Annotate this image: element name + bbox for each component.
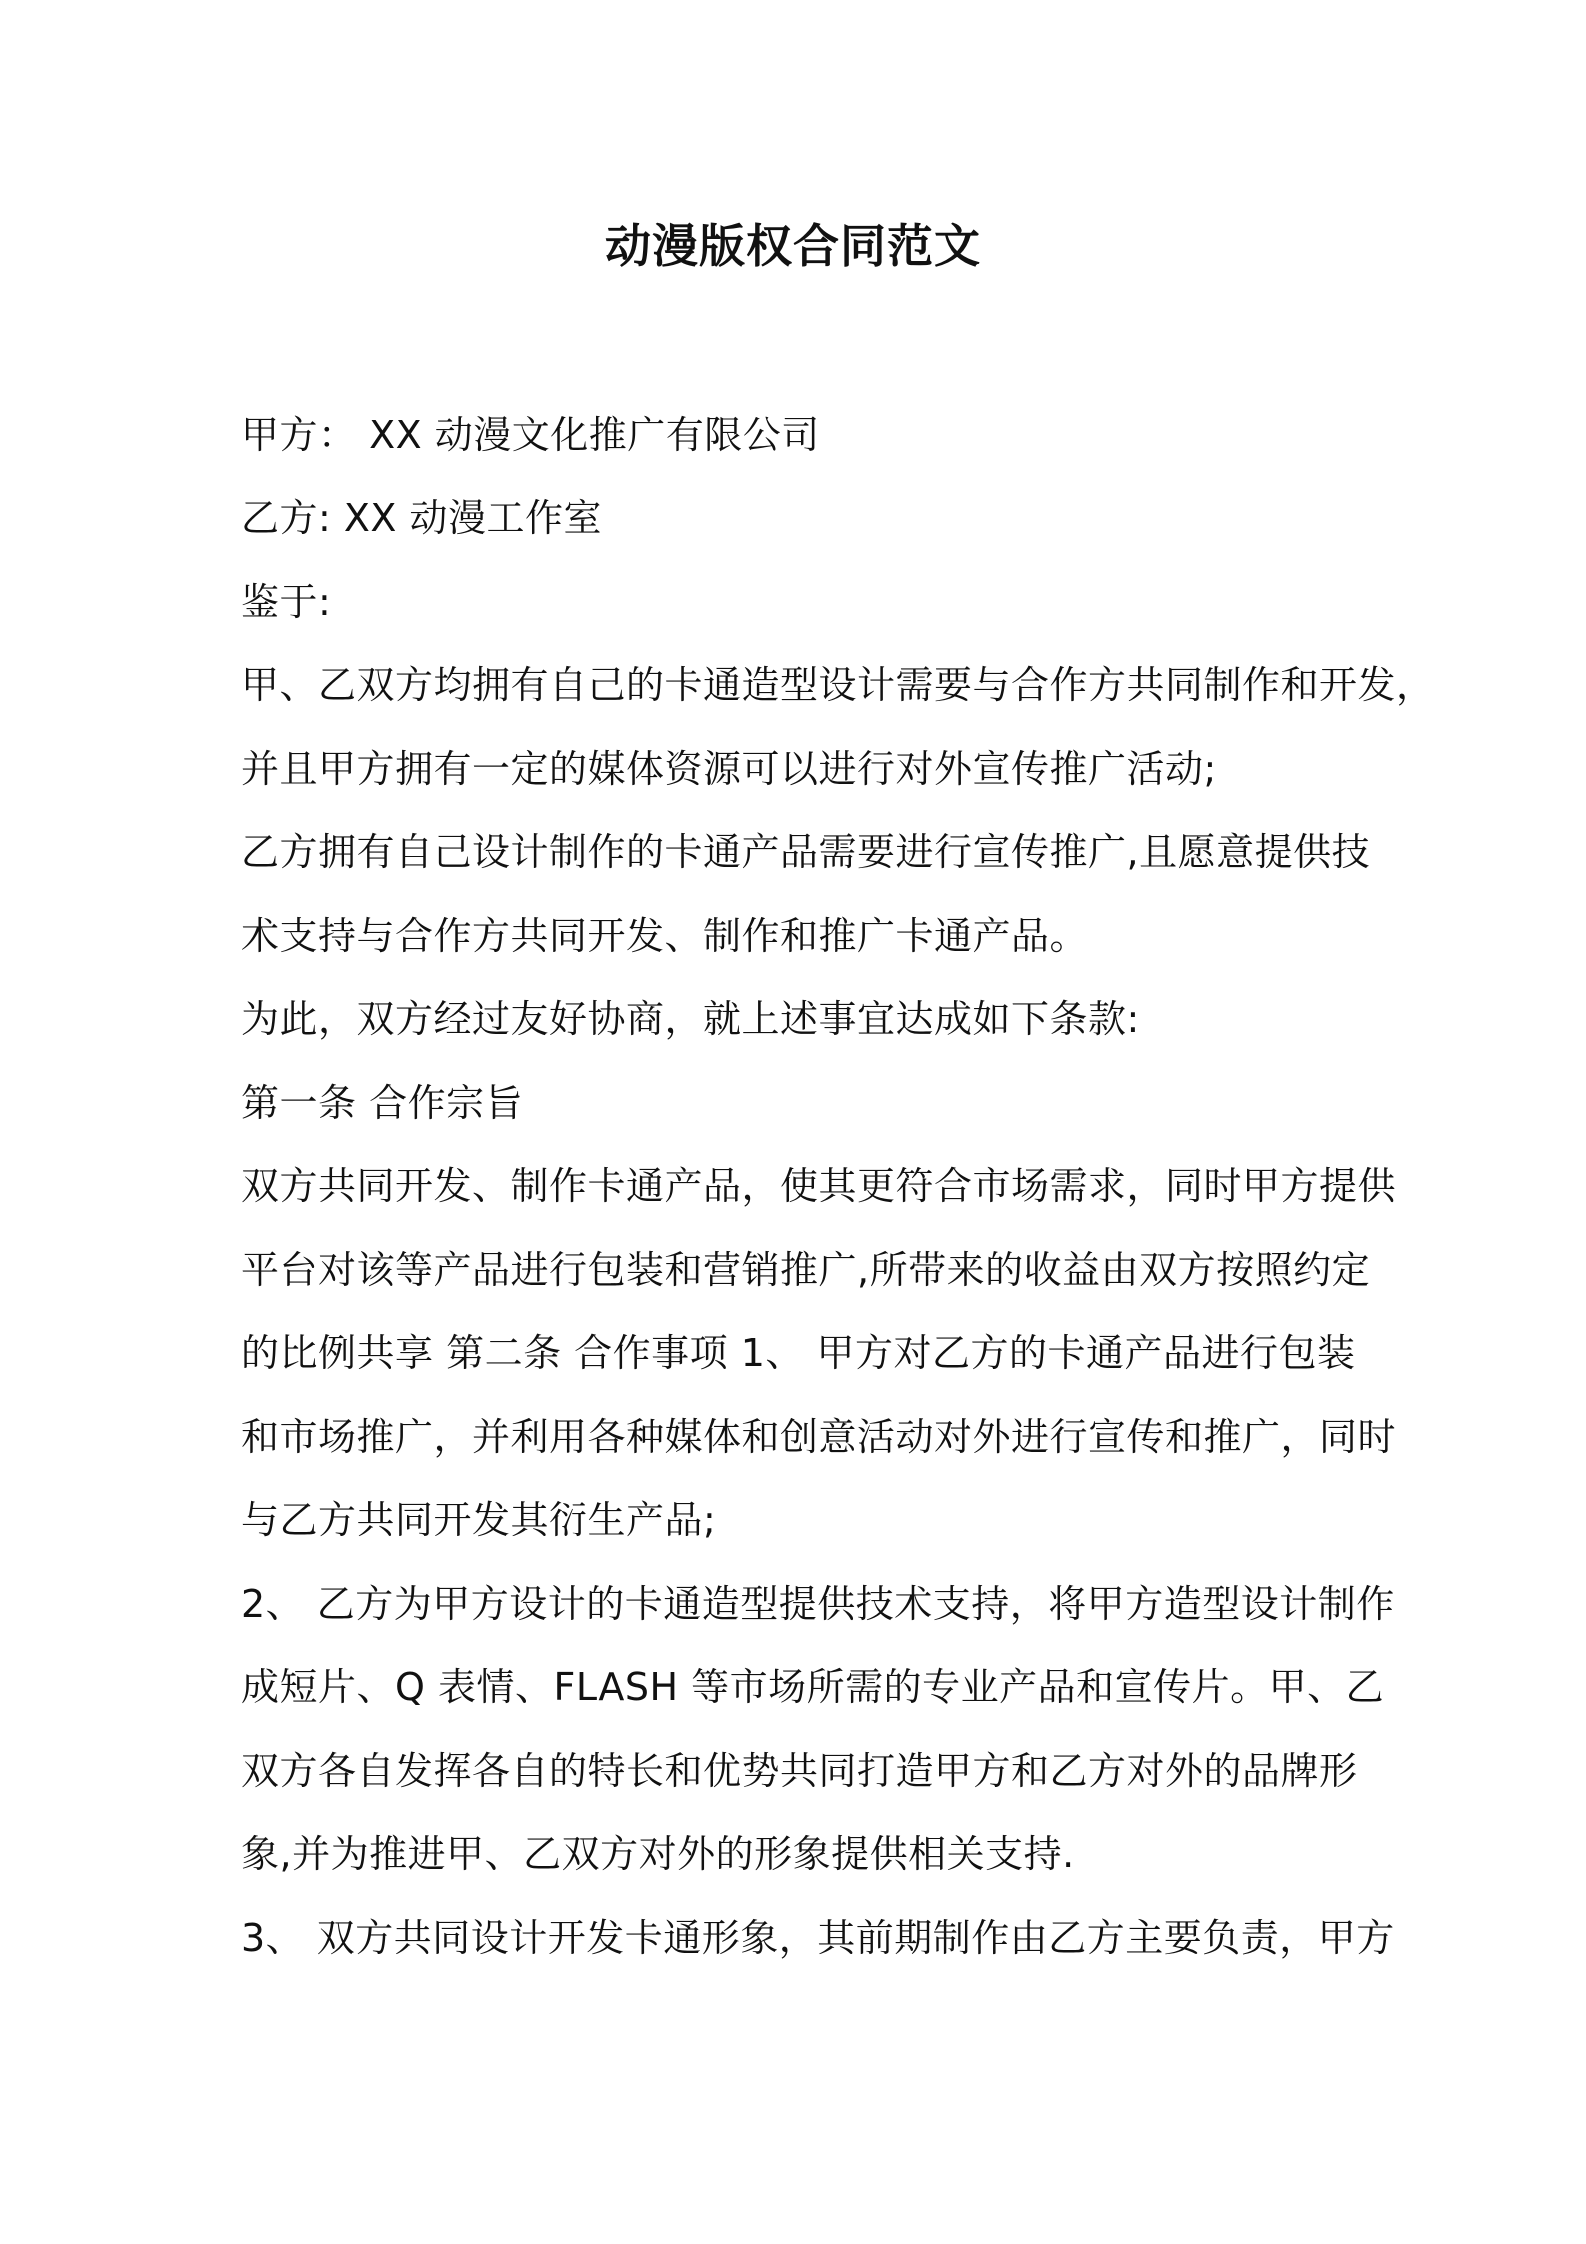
whereas-line: 鉴于: bbox=[241, 580, 332, 624]
body-line: 术支持与合作方共同开发、制作和推广卡通产品。 bbox=[241, 914, 1089, 958]
body-line: 2、 乙方为甲方设计的卡通造型提供技术支持，将甲方造型设计制作 bbox=[241, 1582, 1395, 1626]
body-line: 的比例共享 第二条 合作事项 1、 甲方对乙方的卡通产品进行包装 bbox=[241, 1331, 1356, 1375]
body-line: 乙方拥有自己设计制作的卡通产品需要进行宣传推广,且愿意提供技 bbox=[241, 830, 1371, 874]
body-line: 和市场推广，并利用各种媒体和创意活动对外进行宣传和推广，同时 bbox=[241, 1415, 1397, 1459]
body-line: 成短片、Q 表情、FLASH 等市场所需的专业产品和宣传片。甲、乙 bbox=[241, 1665, 1385, 1709]
article-heading: 第一条 合作宗旨 bbox=[241, 1081, 524, 1125]
party-a-line: 甲方： XX 动漫文化推广有限公司 bbox=[241, 413, 820, 457]
body-line: 平台对该等产品进行包装和营销推广,所带来的收益由双方按照约定 bbox=[241, 1248, 1371, 1292]
body-line: 3、 双方共同设计开发卡通形象，其前期制作由乙方主要负责，甲方 bbox=[241, 1916, 1395, 1960]
body-line: 与乙方共同开发其衍生产品; bbox=[241, 1498, 717, 1542]
body-line: 双方各自发挥各自的特长和优势共同打造甲方和乙方对外的品牌形 bbox=[241, 1749, 1358, 1793]
body-line: 象,并为推进甲、乙双方对外的形象提供相关支持. bbox=[241, 1832, 1075, 1876]
party-b-line: 乙方: XX 动漫工作室 bbox=[241, 496, 603, 540]
document-title: 动漫版权合同范文 bbox=[605, 219, 981, 273]
body-line: 并且甲方拥有一定的媒体资源可以进行对外宣传推广活动; bbox=[241, 747, 1217, 791]
body-line: 双方共同开发、制作卡通产品，使其更符合市场需求，同时甲方提供 bbox=[241, 1164, 1397, 1208]
body-line: 甲、乙双方均拥有自己的卡通造型设计需要与合作方共同制作和开发， bbox=[241, 663, 1435, 707]
body-line: 为此，双方经过友好协商，就上述事宜达成如下条款: bbox=[241, 997, 1140, 1041]
